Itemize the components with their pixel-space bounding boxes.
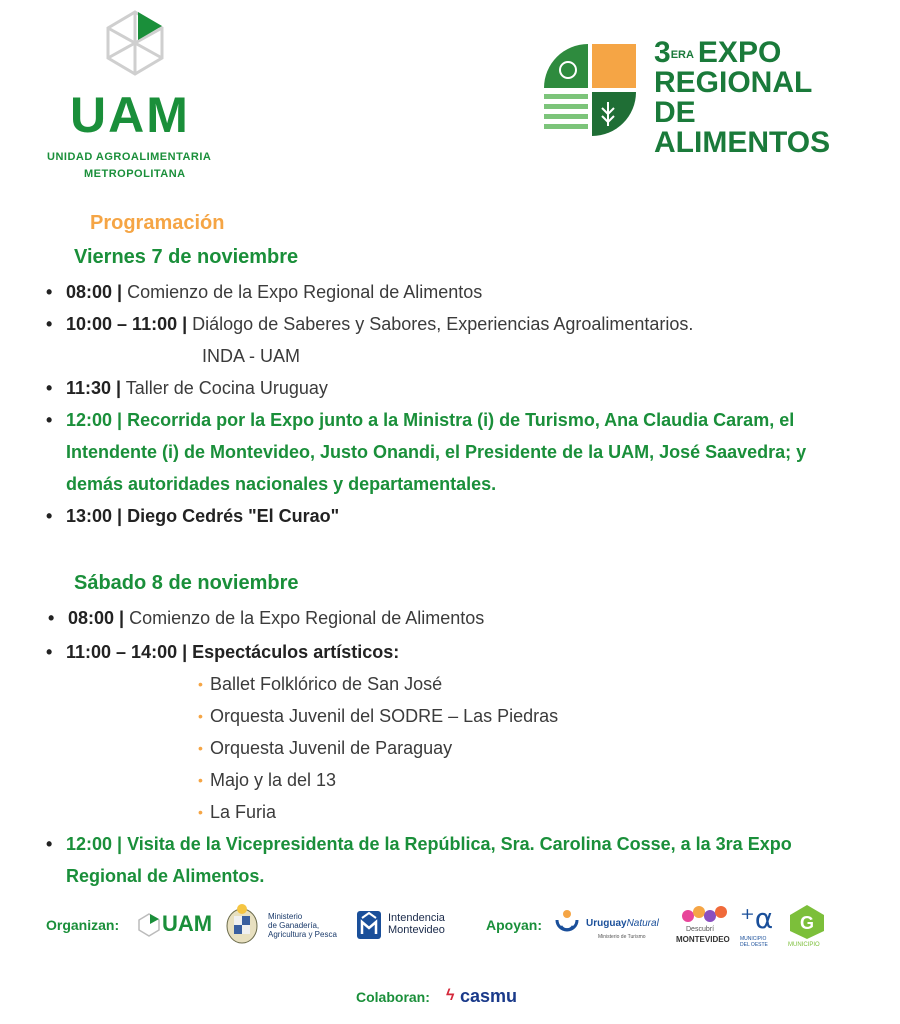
montevideo-text: MONTEVIDEO (676, 935, 730, 944)
item-time: 11:30 | (66, 378, 122, 398)
item-time: 12:00 | (66, 410, 123, 430)
uam-hexagon-icon (100, 8, 170, 78)
apoyan-label: Apoyan: (486, 917, 542, 933)
item-text: Diálogo de Saberes y Sabores, Experiencias Agroalimentarios. (187, 314, 694, 334)
item-text: Espectáculos artísticos: (187, 642, 400, 662)
day1-item-2-subtitle: INDA - UAM (202, 346, 301, 366)
plus-a-icon: ⁺α (740, 902, 774, 935)
show-item-1: • Ballet Folklórico de San José (210, 668, 442, 700)
sun-icon (554, 908, 580, 936)
item-text: Taller de Cocina Uruguay (121, 378, 328, 398)
uruguay-natural-logo (554, 906, 666, 946)
mgap-text (268, 912, 337, 939)
expo-title-line3: DE ALIMENTOS (654, 96, 831, 159)
uam-fullname-line1: UNIDAD AGROALIMENTARIA (47, 151, 212, 163)
descubri-montevideo-logo (676, 904, 732, 948)
item-text: Comienzo de la Expo Regional de Alimentos (122, 282, 483, 302)
uruguay-natural-word2: Natural (626, 918, 659, 929)
casmu-flame-icon: ϟ (446, 987, 455, 1004)
uruguay-natural-sub: Ministerio de Turismo (598, 934, 646, 940)
item-time: 13:00 | (66, 506, 123, 526)
organizan-label: Organizan: (46, 917, 120, 933)
uruguay-natural-word1: Uruguay (586, 918, 627, 929)
expo-title (654, 38, 860, 158)
day2-title: Sábado 8 de noviembre (74, 572, 299, 594)
coat-of-arms-icon (222, 902, 262, 946)
colaboran-label: Colaboran: (356, 989, 430, 1005)
uam-fullname-line2: METROPOLITANA (84, 168, 186, 180)
day2-item-3 (66, 828, 856, 892)
expo-logo (540, 36, 860, 159)
day1-title: Viernes 7 de noviembre (74, 246, 299, 268)
item-time: 08:00 | (66, 282, 123, 302)
item-text: Recorrida por la Expo junto a la Ministra (i) de Turismo, Ana Claudia Caram, el Intendente (i) de Montevideo, Justo Onandi, el Presidente de la UAM, José Saavedra; y demás autoridades nacionales y departamentales. (66, 410, 807, 494)
expo-title-line1: EXPO (697, 36, 782, 69)
expo-emblem-icon (542, 42, 638, 138)
item-text: Visita de la Vicepresidenta de la República, Sra. Carolina Cosse, a la 3ra Expo Regional de Alimentos. (66, 834, 792, 886)
municipio-a-text (740, 936, 768, 948)
uam-wordmark: UAM (70, 87, 190, 143)
footer-uam-text: UAM (162, 911, 213, 936)
intendencia-line1: Intendencia (388, 912, 445, 924)
show-item-3: • Orquesta Juvenil de Paraguay (210, 732, 452, 764)
municipio-a-line1: MUNICIPIO (740, 936, 767, 942)
item-time: 10:00 – 11:00 | (66, 314, 188, 334)
casmu-text: casmu (460, 986, 518, 1006)
municipio-g-text: MUNICIPIO (788, 942, 820, 948)
show-item-4: • Majo y la del 13 (210, 764, 336, 796)
intendencia-text (388, 912, 445, 936)
mgap-line1: Ministerio (268, 912, 303, 921)
mgap-line2: de Ganadería, (268, 921, 320, 930)
footer-uam-logo (136, 910, 216, 940)
show-item-5: • La Furia (210, 796, 276, 828)
day2-item-1 (68, 602, 484, 634)
municipio-a-logo (738, 904, 778, 950)
intendencia-line2: Montevideo (388, 924, 445, 936)
intendencia-logo (356, 908, 466, 942)
day1-item-3 (66, 372, 328, 404)
mgap-line3: Agricultura y Pesca (268, 930, 337, 939)
municipio-g-icon (788, 904, 826, 940)
item-time: 11:00 – 14:00 | (66, 642, 188, 662)
expo-edition-suffix: ERA (670, 49, 694, 61)
uam-hexagon-icon (136, 912, 162, 938)
day1-item-5 (66, 500, 339, 532)
day1-item-2 (66, 308, 693, 340)
day1-item-1 (66, 276, 482, 308)
intendencia-icon (356, 910, 382, 940)
expo-title-line2: REGIONAL (654, 66, 813, 99)
uam-logo (40, 8, 230, 188)
day1-item-4 (66, 404, 856, 500)
mgap-logo (222, 900, 352, 948)
svg-text:G: G (799, 913, 815, 933)
municipio-a-line2: DEL OESTE (740, 942, 768, 948)
uruguay-natural-text (586, 918, 659, 929)
program-title: Programación (90, 212, 225, 234)
descubri-text: Descubrí (686, 926, 715, 933)
item-time: 08:00 | (68, 608, 125, 628)
item-time: 12:00 | (66, 834, 123, 854)
item-text: Diego Cedrés "El Curao" (122, 506, 340, 526)
casmu-logo (446, 985, 536, 1009)
flowers-icon (680, 904, 728, 926)
item-text: Comienzo de la Expo Regional de Alimentos (124, 608, 485, 628)
day2-item-2 (66, 636, 399, 668)
municipio-g-logo (784, 904, 830, 952)
expo-edition-number: 3 (654, 36, 671, 69)
show-item-2: • Orquesta Juvenil del SODRE – Las Piedras (210, 700, 558, 732)
